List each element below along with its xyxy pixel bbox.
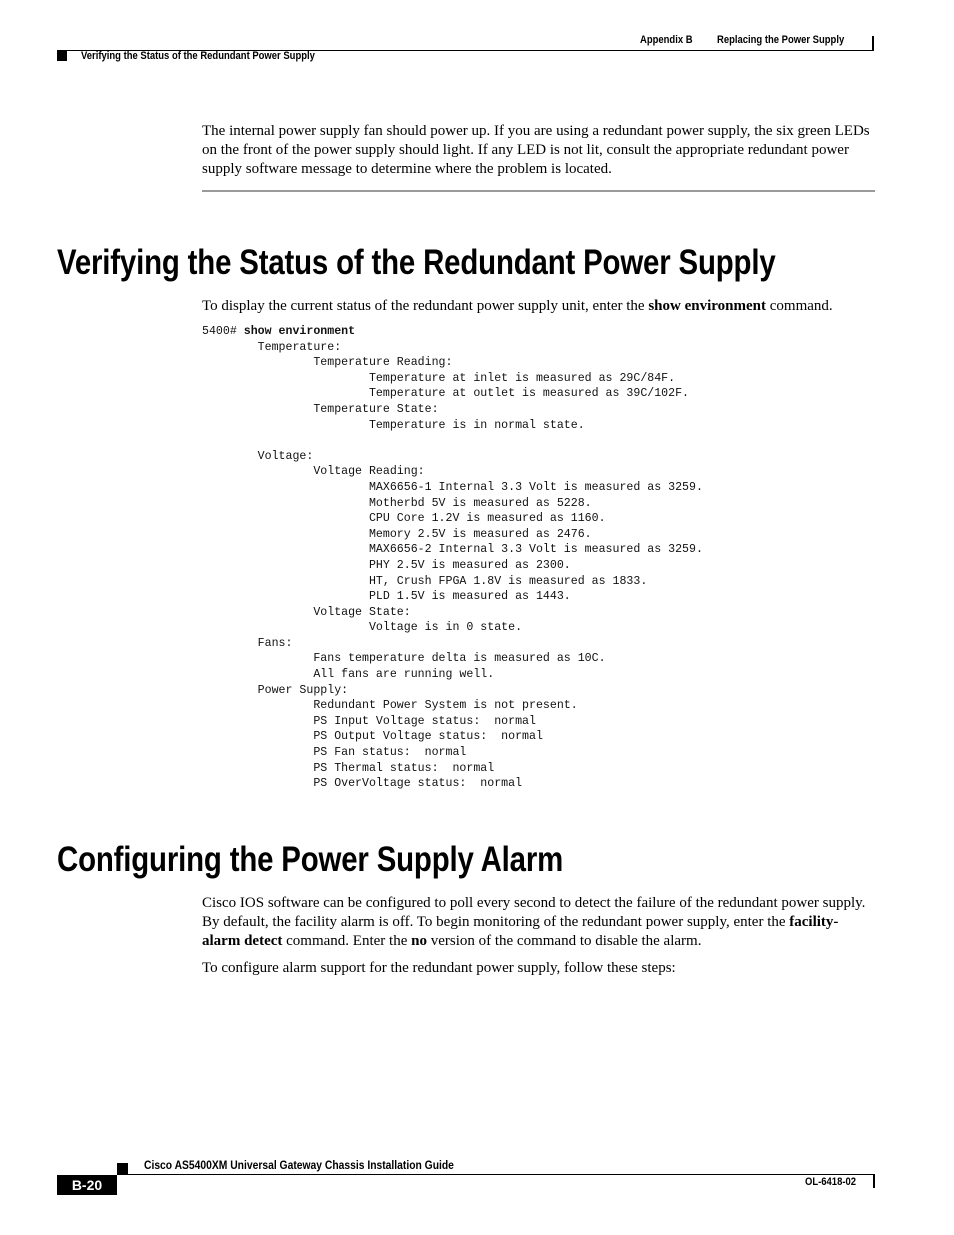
- config-paragraph-command-2: no: [411, 933, 427, 949]
- verify-paragraph-text-1: To display the current status of the redundant power supply unit, enter the: [202, 298, 649, 314]
- config-paragraph-2: To configure alarm support for the redundant power supply, follow these steps:: [202, 960, 676, 976]
- footer-square-marker: [117, 1163, 128, 1174]
- footer-vertical-bar: [873, 1175, 875, 1188]
- code-command: show environment: [243, 325, 356, 338]
- footer-doc-number: OL-6418-02: [805, 1176, 857, 1188]
- verify-paragraph-text-2: command.: [766, 298, 833, 314]
- paragraph-divider: [202, 190, 875, 192]
- config-paragraph-1: [202, 894, 876, 951]
- config-paragraph-text-2: command. Enter the: [282, 933, 412, 949]
- section-heading-config: Configuring the Power Supply Alarm: [57, 840, 564, 879]
- header-chapter: Replacing the Power Supply: [717, 34, 845, 46]
- config-paragraph-text-1: Cisco IOS software can be configured to poll every second to detect the failure of the redundant power supply. By default, the facility alarm is off. To begin monitoring of the redundant power supply, enter the: [202, 895, 866, 930]
- config-paragraph-command-1: facility-alarm detect: [202, 914, 839, 949]
- header-section-title: Verifying the Status of the Redundant Power Supply: [81, 50, 315, 62]
- section-heading-verify: Verifying the Status of the Redundant Power Supply: [57, 243, 776, 282]
- intro-paragraph: The internal power supply fan should power up. If you are using a redundant power supply, the six green LEDs on the front of the power supply should light. If any LED is not lit, consult the appropriate redundant power supply software message to determine where the problem is located.: [202, 123, 870, 177]
- verify-paragraph: [202, 297, 876, 316]
- footer-page-number: B-20: [57, 1175, 117, 1195]
- config-paragraph-text-3: version of the command to disable the alarm.: [426, 933, 702, 949]
- header-appendix: Appendix B: [640, 34, 693, 46]
- code-prompt: 5400#: [202, 325, 244, 338]
- footer-rule: [117, 1174, 875, 1175]
- footer-guide-title: Cisco AS5400XM Universal Gateway Chassis Installation Guide: [144, 1158, 454, 1172]
- verify-paragraph-command: show environment: [648, 298, 766, 314]
- code-example: [202, 324, 703, 792]
- header-vertical-bar: [872, 36, 874, 50]
- code-output: Temperature: Temperature Reading: Temperature at inlet is measured as 29C/84F. Temperature at outlet is measured as 39C/102F. Temperature State: Temperature is in normal state. Voltage: Voltage Reading: MAX6656-1 Internal 3.3 Volt is measured as 3259. Motherbd 5V is measured as 5228. CPU Core 1.2V is measured as 1160. Memory 2.5V is measured as 2476. MAX6656-2 Internal 3.3 Volt is measured as 3259. PHY 2.5V is measured as 2300. HT, Crush FPGA 1.8V is measured as 1833. PLD 1.5V is measured as 1443. Voltage State: Voltage is in 0 state. Fans: Fans temperature delta is measured as 10C. All fans are running well. Power Supply: Redundant Power System is not present. PS Input Voltage status: normal PS Output Voltage status: normal PS Fan status: normal PS Thermal status: normal PS OverVoltage status: normal: [257, 340, 703, 791]
- header-square-marker: [57, 51, 67, 61]
